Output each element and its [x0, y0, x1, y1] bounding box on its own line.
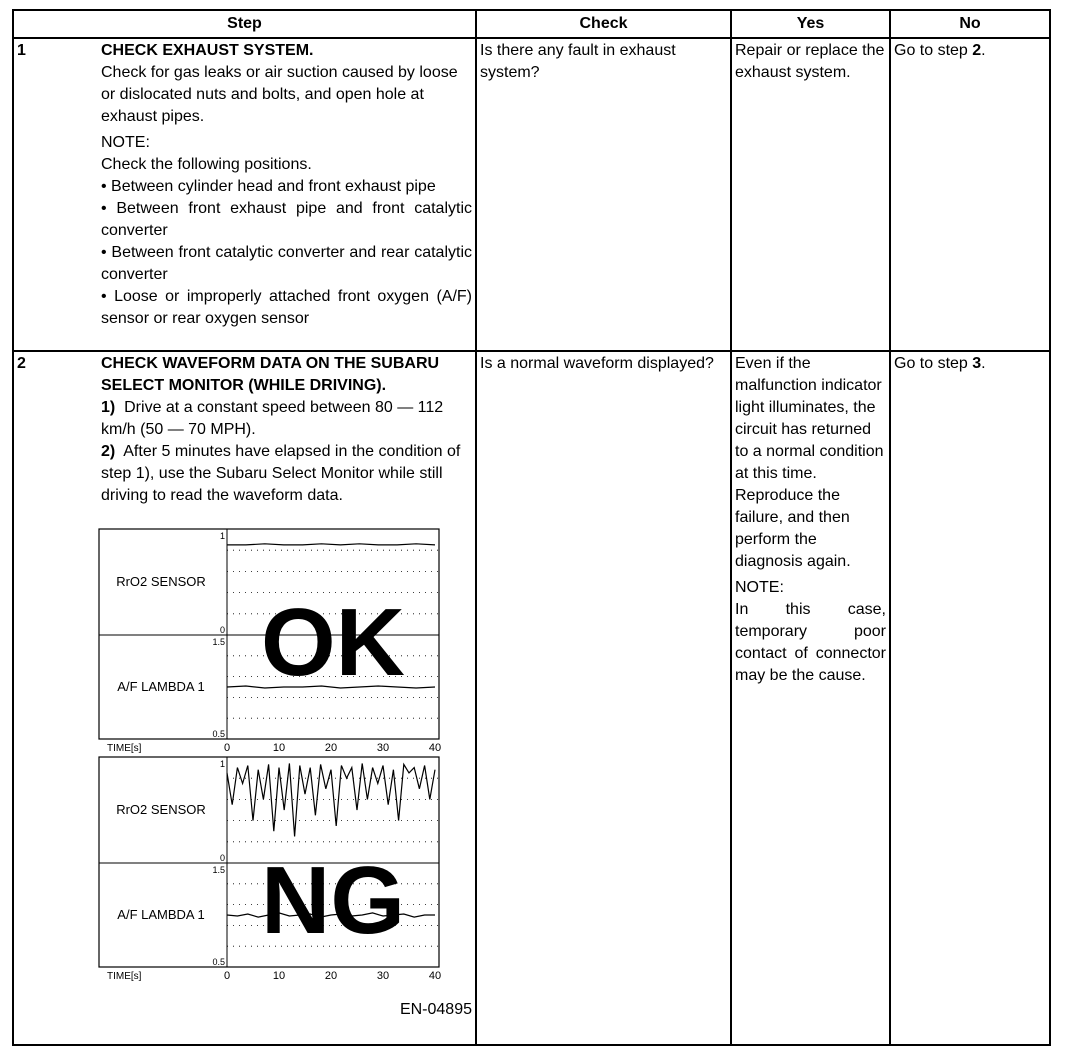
x-tick-label: 40 — [428, 970, 442, 981]
y-tick-label: 0 — [219, 625, 225, 635]
x-tick-label: 0 — [223, 970, 231, 981]
table-row — [13, 351, 1050, 1045]
header-row — [13, 10, 1050, 38]
x-tick-label: 40 — [428, 742, 442, 753]
step-description: Check for gas leaks or air suction caused by loose or dislocated nuts and bolts, and open hole at exhaust pipes. — [101, 64, 458, 125]
note-bullet: • Loose or improperly attached front oxygen (A/F) sensor or rear oxygen sensor — [101, 288, 472, 327]
yes-text: Even if the malfunction indicator light illuminates, the circuit has returned to a normal condition at this time. Reproduce the failure, and then perform the diagnosis again. — [735, 355, 884, 570]
panel-label: RrO2 SENSOR — [116, 574, 206, 589]
y-tick-label: 1.5 — [212, 865, 225, 875]
substep-1 — [101, 397, 472, 441]
x-axis-label: TIME[s] — [107, 743, 142, 753]
check-cell: Is a normal waveform displayed? — [476, 351, 731, 1045]
no-step-link: 2 — [972, 42, 982, 59]
y-tick-label: 1 — [219, 759, 225, 769]
header-step: Step — [13, 10, 476, 38]
note-label: NOTE: — [101, 134, 150, 151]
substep-text: After 5 minutes have elapsed in the condition of step 1), use the Subaru Select Monitor while still driving to read the waveform data. — [101, 443, 461, 504]
yes-cell: Repair or replace the exhaust system. — [731, 38, 890, 351]
overlay-label: OK — [261, 589, 405, 696]
x-axis-label: TIME[s] — [107, 971, 142, 981]
step-number: 1 — [17, 42, 26, 59]
no-suffix: . — [981, 355, 986, 372]
y-tick-label: 0.5 — [212, 957, 225, 967]
step-2-cell — [13, 351, 476, 1045]
note-bullet: • Between cylinder head and front exhaust pipe — [101, 178, 436, 195]
no-prefix: Go to step — [894, 355, 973, 372]
no-suffix: . — [981, 42, 986, 59]
no-cell — [890, 38, 1050, 351]
step-number: 2 — [17, 355, 26, 372]
note-label: NOTE: — [735, 579, 784, 596]
yes-cell — [731, 351, 890, 1045]
diagnostic-table — [12, 9, 1051, 1046]
y-tick-label: 0 — [219, 853, 225, 863]
figure-ref: EN-04895 — [399, 1001, 472, 1018]
y-tick-label: 1 — [219, 531, 225, 541]
note-bullet: • Between front exhaust pipe and front catalytic converter — [101, 200, 472, 239]
overlay-label: NG — [261, 847, 405, 954]
panel-label: A/F LAMBDA 1 — [117, 907, 205, 922]
no-step-link: 3 — [972, 355, 982, 372]
y-tick-label: 0.5 — [212, 729, 225, 739]
no-cell — [890, 351, 1050, 1045]
header-check: Check — [476, 10, 731, 38]
y-tick-label: 1.5 — [212, 637, 225, 647]
substep-number: 2) — [101, 443, 116, 460]
table-row — [13, 38, 1050, 351]
waveform-chart-ng — [97, 755, 442, 981]
substep-2 — [101, 441, 472, 507]
x-tick-label: 20 — [324, 742, 338, 753]
step-1-cell — [13, 38, 476, 351]
header-yes: Yes — [731, 10, 890, 38]
x-tick-label: 20 — [324, 970, 338, 981]
series-line — [227, 544, 435, 545]
note-intro: Check the following positions. — [101, 156, 312, 173]
substep-number: 1) — [101, 399, 116, 416]
x-tick-label: 30 — [376, 970, 390, 981]
x-tick-label: 10 — [272, 742, 286, 753]
note-bullet: • Between front catalytic converter and rear catalytic converter — [101, 244, 472, 283]
no-prefix: Go to step — [894, 42, 973, 59]
step-title: CHECK WAVEFORM DATA ON THE SUBARU SELECT MONITOR (WHILE DRIVING). — [101, 355, 440, 394]
x-tick-label: 30 — [376, 742, 390, 753]
panel-label: RrO2 SENSOR — [116, 802, 206, 817]
note-text: In this case, temporary poor contact of connector may be the cause. — [735, 601, 886, 684]
step-title: CHECK EXHAUST SYSTEM. — [101, 42, 314, 59]
substep-text: Drive at a constant speed between 80 — 112 km/h (50 — 70 MPH). — [101, 399, 444, 438]
x-tick-label: 0 — [223, 742, 231, 753]
check-cell: Is there any fault in exhaust system? — [476, 38, 731, 351]
waveform-chart-ok — [97, 527, 442, 753]
x-tick-label: 10 — [272, 970, 286, 981]
panel-label: A/F LAMBDA 1 — [117, 679, 205, 694]
header-no: No — [890, 10, 1050, 38]
